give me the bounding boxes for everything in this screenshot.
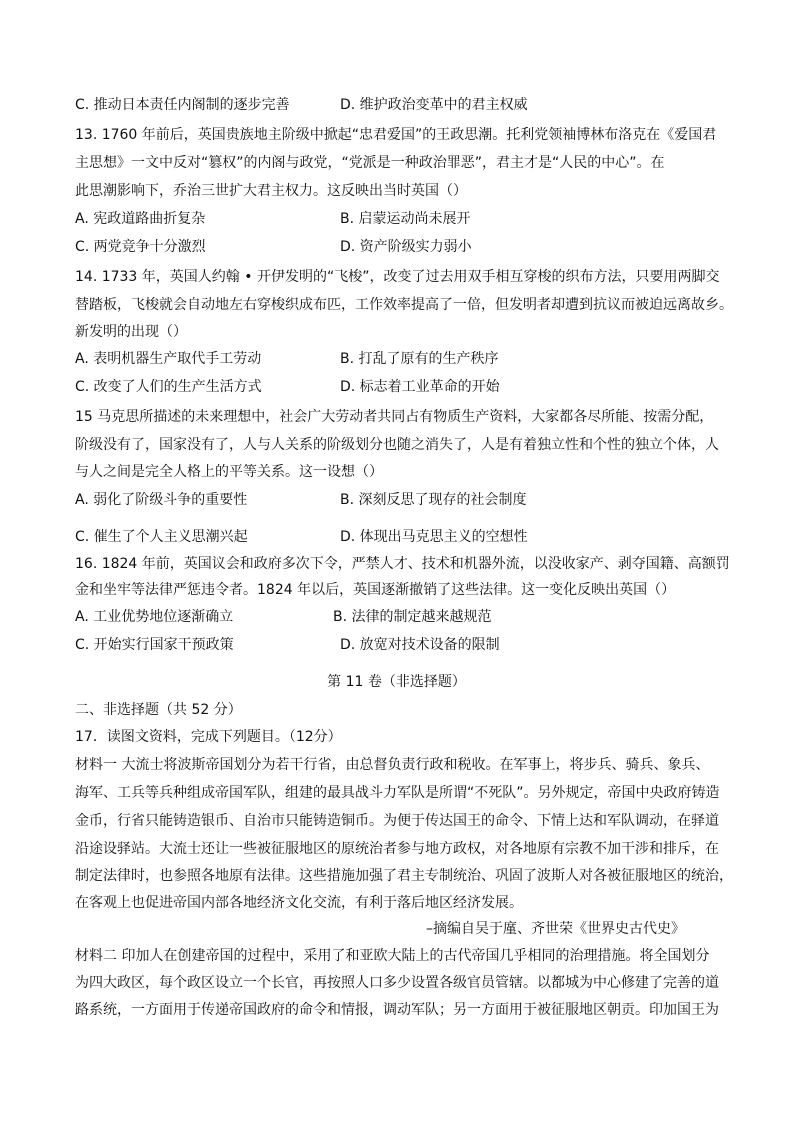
q13-stem-line-1: 13. 1760 年前后，英国贵族地主阶级中掀起“忠君爱国”的王政思潮。托利党领袖博林布洛克在《爱国君: [75, 127, 717, 143]
q15-stem-line-2: 阶级没有了，国家没有了，人与人关系的阶级划分也随之消失了，人是有着独立性和个性的独立个体，人: [75, 437, 719, 453]
q17-material-1-source: –摘编自吴于廑、齐世荣《世界史古代史》: [426, 921, 685, 937]
q15-option-d: D. 体现出马克思主义的空想性: [340, 529, 528, 545]
q17-material-2-line-1: 材料二 印加人在创建帝国的过程中，采用了和亚欧大陆上的古代帝国几乎相同的治理措施。将全国划分: [75, 948, 710, 964]
q17-material-1-line-4: 沿途设驿站。大流士还让一些被征服地区的原统治者参与地方政权，对各地原有宗教不加干涉和排斥，在: [75, 841, 719, 857]
q13-option-a: A. 宪政道路曲折复杂: [75, 211, 206, 227]
q17-material-1-line-6: 在客观上也促进帝国内部各地经济文化交流，有利于落后地区经济发展。: [75, 895, 523, 911]
q12-option-c: C. 推动日本责任内阁制的逐步完善: [75, 97, 290, 113]
q15-stem-line-3: 与人之间是完全人格上的平等关系。这一设想（）: [75, 464, 383, 480]
q16-option-a: A. 工业优势地位逐渐确立: [75, 609, 234, 625]
q13-stem-line-3: 此思潮影响下，乔治三世扩大君主权力。这反映出当时英国（）: [75, 183, 467, 199]
q14-stem-line-3: 新发明的出现（）: [75, 324, 187, 340]
q15-option-a: A. 弱化了阶级斗争的重要性: [75, 492, 248, 508]
q15-stem-line-1: 15 马克思所描述的未来理想中，社会广大劳动者共同占有物质生产资料，大家都各尽所能、按需分配，: [75, 409, 714, 425]
q17-material-2-line-2: 为四大政区，每个政区设立一个长官，再按照人口多少设置各级官员管辖。以都城为中心修建了完善的道: [75, 975, 719, 991]
section-title: 二、非选择题（共 52 分）: [75, 702, 242, 718]
q14-option-c: C. 改变了人们的生产生活方式: [75, 379, 262, 395]
q14-option-d: D. 标志着工业革命的开始: [340, 379, 500, 395]
q12-option-d: D. 维护政治变革中的君主权威: [340, 97, 528, 113]
q15-option-b: B. 深刻反思了现存的社会制度: [340, 492, 527, 508]
volume-title: 第 11 卷（非选择题）: [327, 674, 466, 690]
q15-option-c: C. 催生了个人主义思潮兴起: [75, 529, 248, 545]
q13-stem-line-2: 主思想》一文中反对“篡权”的内阁与政党，“党派是一种政治罪恶”，君主才是“人民的中心”。在: [75, 155, 665, 171]
q17-material-1-line-2: 海军、工兵等兵种组成帝国军队，组建的最具战斗力军队是所谓“不死队”。另外规定，帝国中央政府铸造: [75, 785, 720, 801]
q16-option-b: B. 法律的制定越来越规范: [333, 609, 492, 625]
q17-title: 17．读图文资料，完成下列题目。（12分）: [75, 729, 342, 745]
q13-option-b: B. 启蒙运动尚未展开: [340, 211, 471, 227]
q17-material-1-line-1: 材料一 大流士将波斯帝国划分为若干行省，由总督负责行政和税收。在军事上，将步兵、骑兵、象兵、: [75, 757, 710, 773]
q16-option-d: D. 放宽对技术设备的限制: [340, 637, 500, 653]
q14-option-a: A. 表明机器生产取代手工劳动: [75, 351, 262, 367]
q17-material-1-line-3: 金币，行省只能铸造银币、自治市只能铸造铜币。为便于传达国王的命令、下情上达和军队调动，在驿道: [75, 813, 719, 829]
q14-stem-line-1: 14. 1733 年，英国人约翰 • 开伊发明的“飞梭”，改变了过去用双手相互穿梭的织布方法，只要用两脚交: [75, 269, 720, 285]
q17-material-2-line-3: 路系统，一方面用于传递帝国政府的命令和情报，调动军队；另一方面用于被征服地区朝贡。印加国王为: [75, 1002, 719, 1018]
q16-stem-line-2: 金和坐牢等法律严惩违令者。1824 年以后，英国逐渐撤销了这些法律。这一变化反映出英国（）: [75, 582, 676, 598]
q13-option-c: C. 两党竞争十分激烈: [75, 239, 206, 255]
q13-option-d: D. 资产阶级实力弱小: [340, 239, 472, 255]
q14-stem-line-2: 替踏板，飞梭就会自动地左右穿梭织成布匹，工作效率提高了一倍，但发明者却遭到抗议而被迫远离故乡。: [75, 297, 733, 313]
q16-stem-line-1: 16. 1824 年前，英国议会和政府多次下令，严禁人才、技术和机器外流，以没收家产、剥夺国籍、高额罚: [75, 556, 730, 572]
q17-material-1-line-5: 制定法律时，也参照各地原有法律。这些措施加强了君主专制统治、巩固了波斯人对各被征服地区的统治，: [75, 868, 733, 884]
q16-option-c: C. 开始实行国家干预政策: [75, 637, 234, 653]
q14-option-b: B. 打乱了原有的生产秩序: [340, 351, 499, 367]
